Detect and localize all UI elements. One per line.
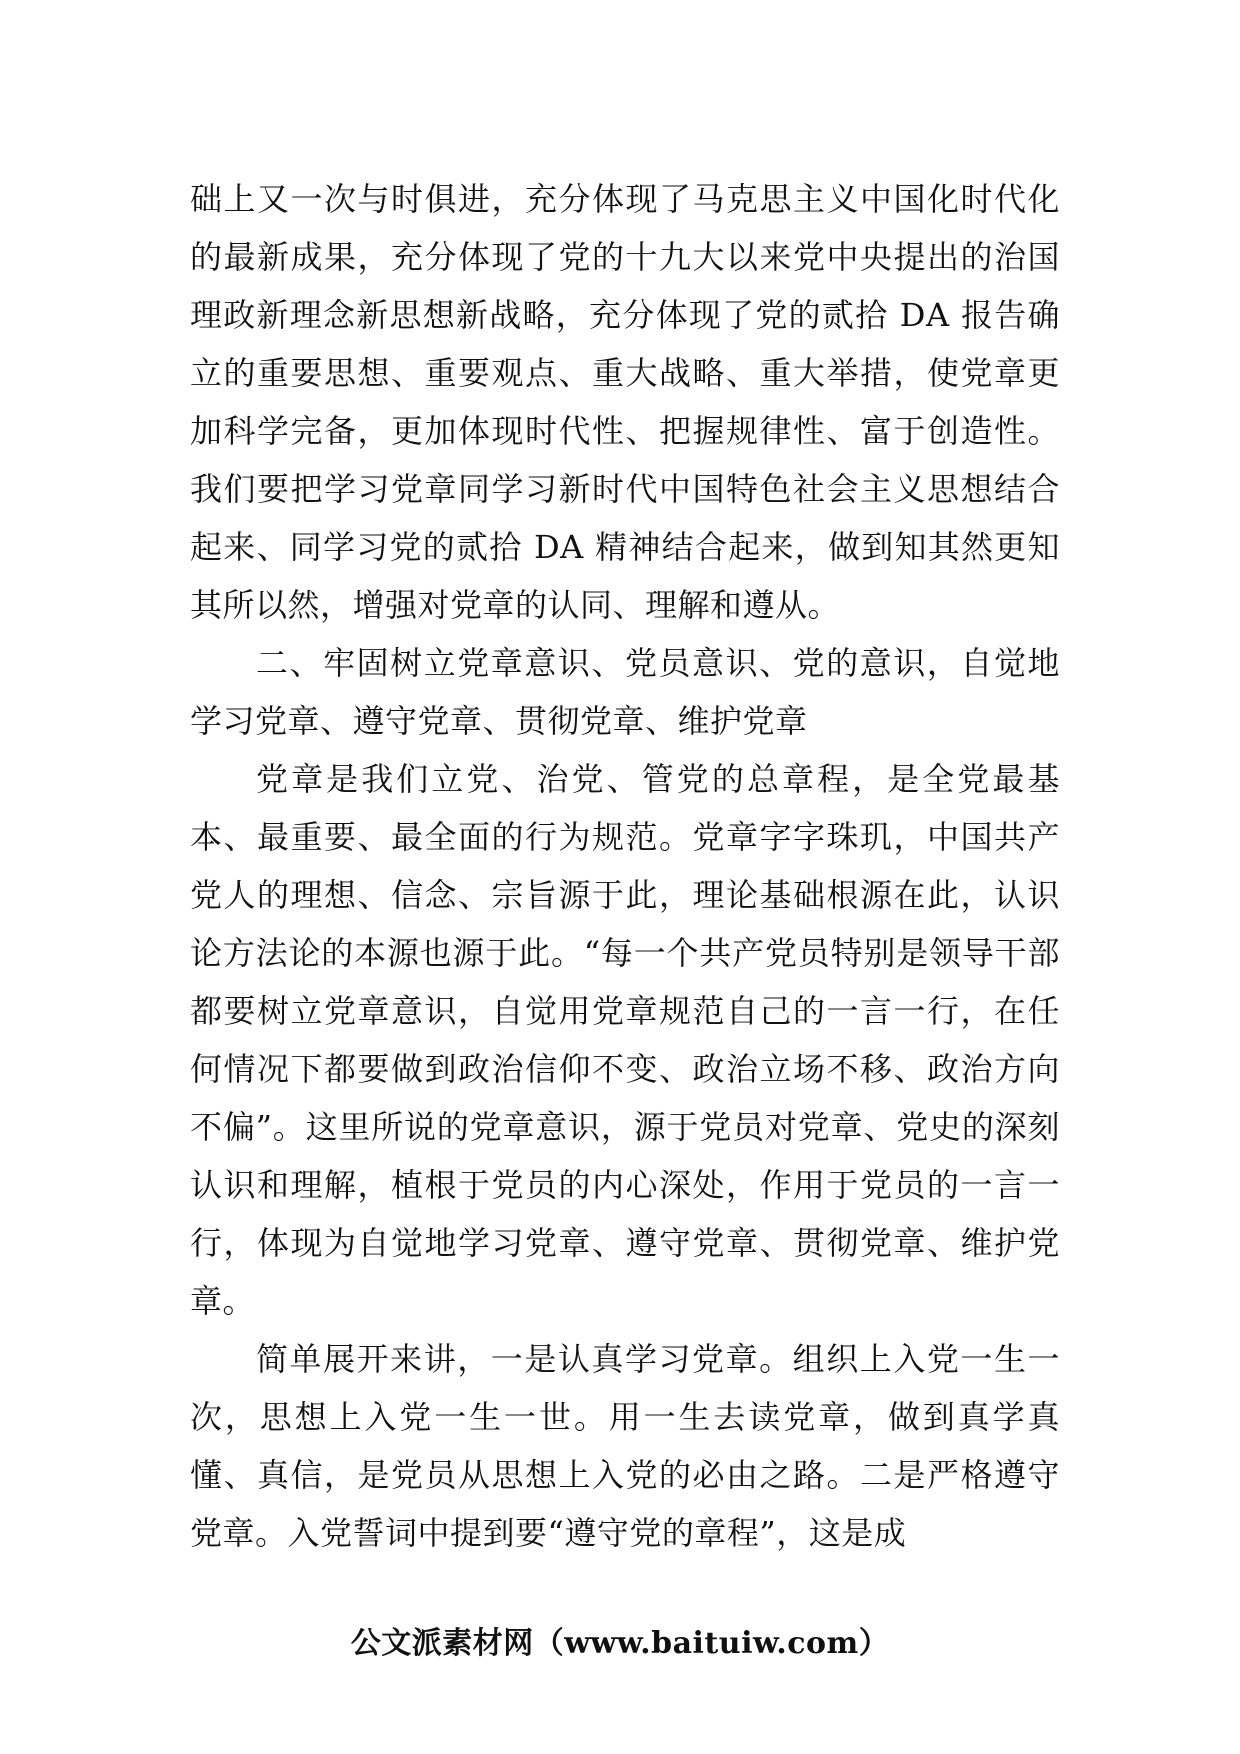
paragraph-4: 简单展开来讲，一是认真学习党章。组织上入党一生一次，思想上入党一生一世。用一生去读党章，做到真学真懂、真信，是党员从思想上入党的必由之路。二是严格遵守党章。入党誓词中提到要“遵守党的章程”，这是成 bbox=[190, 1340, 1060, 1552]
section-heading-2: 二、牢固树立党章意识、党员意识、党的意识，自觉地学习党章、遵守党章、贯彻党章、维护党章 bbox=[190, 644, 1060, 740]
paragraph-3: 党章是我们立党、治党、管党的总章程，是全党最基本、最重要、最全面的行为规范。党章字字珠玑，中国共产党人的理想、信念、宗旨源于此，理论基础根源在此，认识论方法论的本源也源于此。“每一个共产党员特别是领导干部都要树立党章意识，自觉用党章规范自己的一言一行，在任何情况下都要做到政治信仰不变、政治立场不移、政治方向不偏”。这里所说的党章意识，源于党员对党章、党史的深刻认识和理解，植根于党员的内心深处，作用于党员的一言一行，体现为自觉地学习党章、遵守党章、贯彻党章、维护党章。 bbox=[190, 760, 1060, 1320]
footer-source-text: 公文派素材网（www.baituiw.com） bbox=[350, 1626, 890, 1661]
document-body bbox=[190, 170, 1060, 1562]
paragraph-1: 础上又一次与时俱进，充分体现了马克思主义中国化时代化的最新成果，充分体现了党的十九大以来党中央提出的治国理政新理念新思想新战略，充分体现了党的贰拾 DA 报告确立的重要思想、重要观点、重大战略、重大举措，使党章更加科学完备，更加体现时代性、把握规律性、富于创造性。我们要把学习党章同学习新时代中国特色社会主义思想结合起来、同学习党的贰拾 DA 精神结合起来，做到知其然更知其所以然，增强对党章的认同、理解和遵从。 bbox=[190, 180, 1060, 624]
